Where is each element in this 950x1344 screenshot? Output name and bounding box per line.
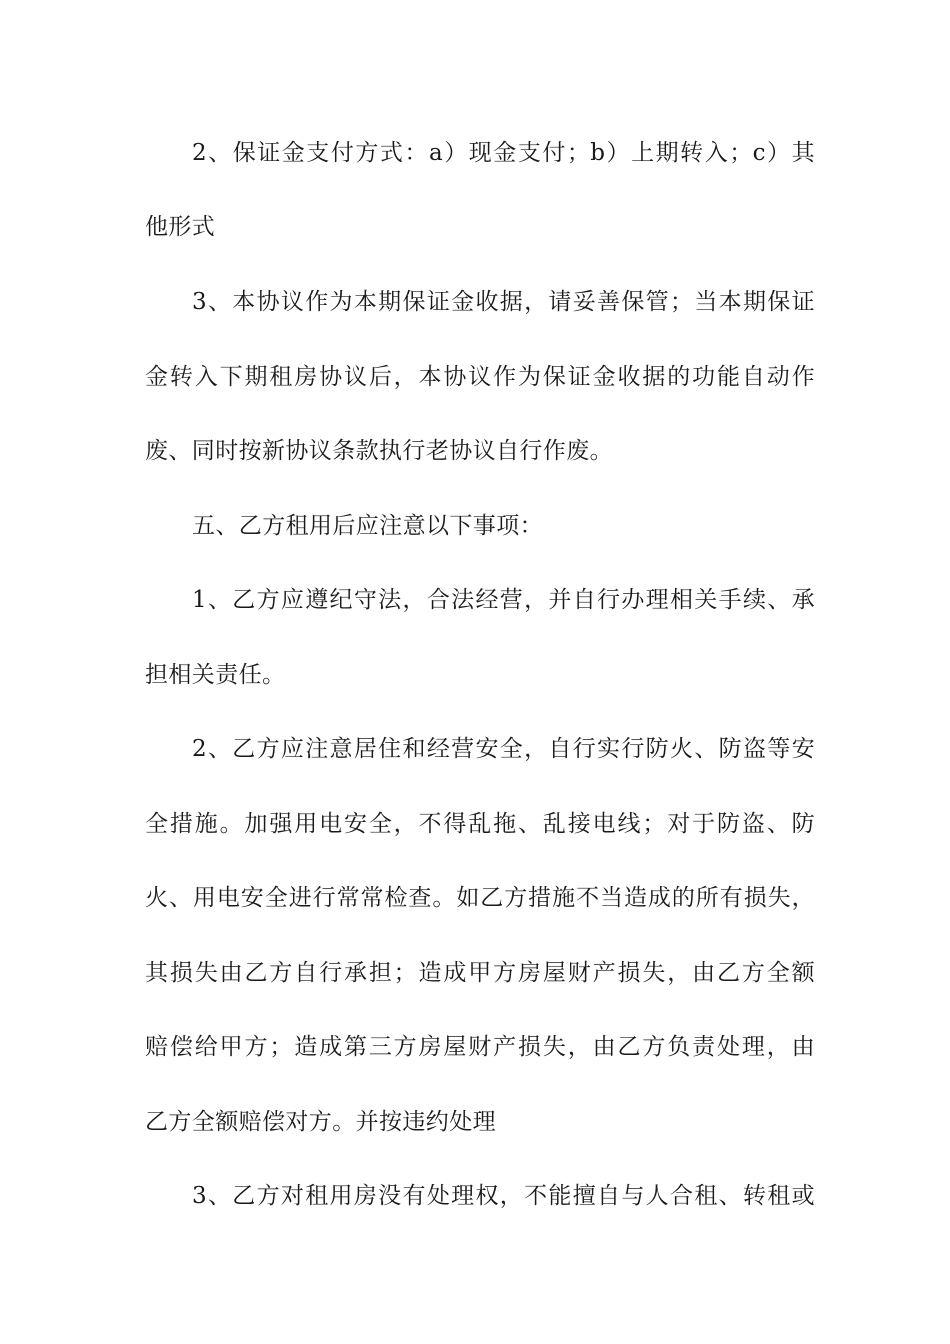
paragraph-line: 1、乙方应遵纪守法，合法经营，并自行办理相关手续、承: [192, 587, 815, 613]
paragraph-line: 2、保证金支付方式：a）现金支付；b）上期转入；c）其: [192, 140, 815, 166]
paragraph-line: 3、本协议作为本期保证金收据，请妥善保管；当本期保证: [192, 289, 815, 315]
paragraph-line: 火、用电安全进行常常检查。如乙方措施不当造成的所有损失，: [145, 885, 815, 911]
paragraph-line: 他形式: [145, 214, 216, 240]
paragraph-line: 金转入下期租房协议后，本协议作为保证金收据的功能自动作: [145, 364, 815, 390]
paragraph-line: 其损失由乙方自行承担；造成甲方房屋财产损失，由乙方全额: [145, 960, 815, 986]
paragraph-line: 担相关责任。: [145, 662, 286, 688]
paragraph-line: 3、乙方对租用房没有处理权，不能擅自与人合租、转租或: [192, 1183, 815, 1209]
paragraph-line: 2、乙方应注意居住和经营安全，自行实行防火、防盗等安: [192, 736, 815, 762]
paragraph-line: 乙方全额赔偿对方。并按违约处理: [145, 1109, 496, 1135]
paragraph-line: 赔偿给甲方；造成第三方房屋财产损失，由乙方负责处理，由: [145, 1034, 815, 1060]
paragraph-line: 废、同时按新协议条款执行老协议自行作废。: [145, 438, 613, 464]
section-heading: 五、乙方租用后应注意以下事项：: [192, 513, 543, 539]
paragraph-line: 全措施。加强用电安全，不得乱拖、乱接电线；对于防盗、防: [145, 811, 815, 837]
